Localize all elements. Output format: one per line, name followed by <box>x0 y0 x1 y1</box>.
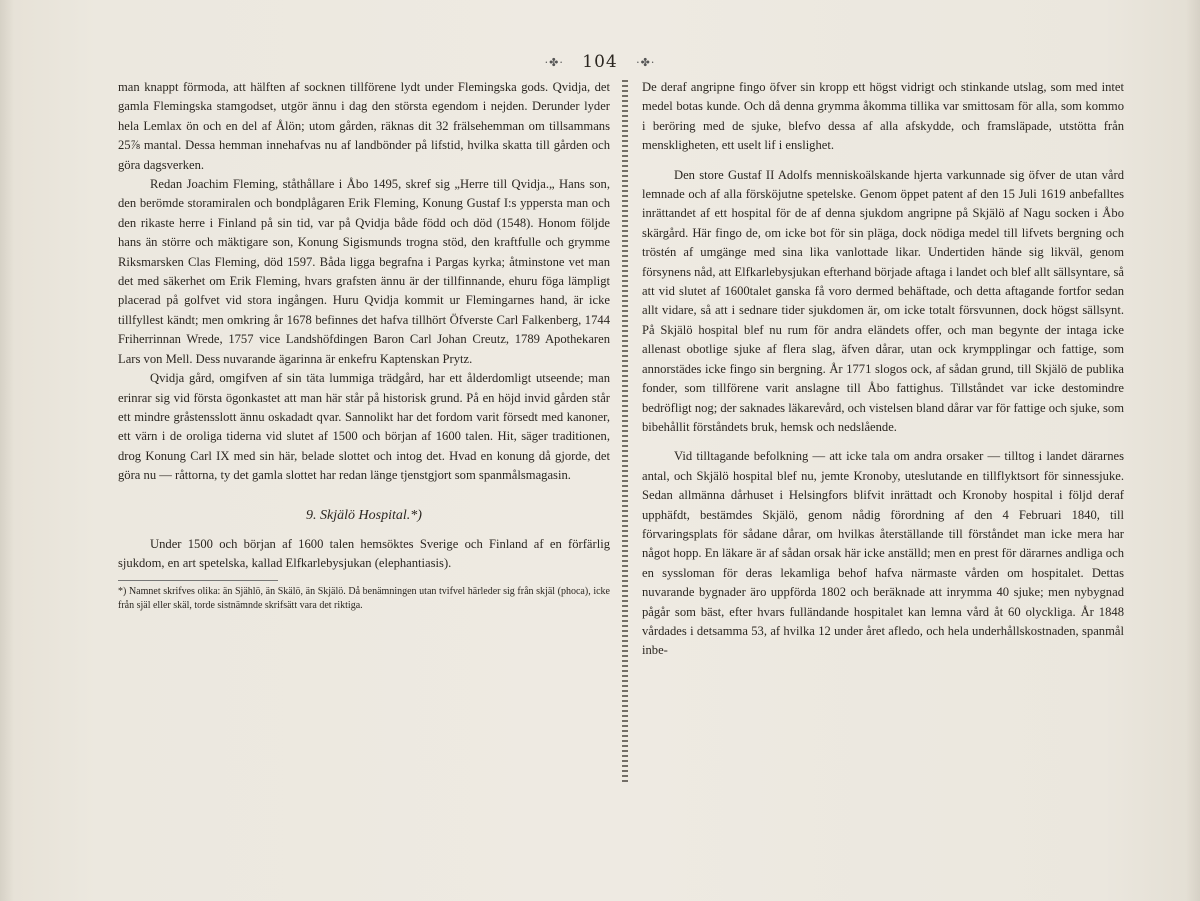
right-text-column <box>642 78 1124 661</box>
left-text-column <box>118 78 610 613</box>
page-left-edge-shadow <box>0 0 14 901</box>
page-header <box>0 52 1200 76</box>
left-paragraph-4: Under 1500 och början af 1600 talen hemsöktes Sverige och Finland af en förfärlig sjukdom, en art spetelska, kallad Elfkarlebysjukan (elephantiasis). <box>118 536 610 571</box>
left-paragraph-1: man knappt förmoda, att hälften af socknen tillförene lydt under Flemingska gods. Qvidja, det gamla Flemingska stamgodset, utgör ännu i dag den största egendom i nejden. Derunder lyder hela Lemlax ön och en del af Ålön; utom gården, räknas dit 32 frälsehemman om tillsammans 25⅞ mantal. Dessa hemman innehafvas nu af landbönder på lifstid, hvilka skatta till gården och göra dagsverken. <box>118 80 610 172</box>
right-paragraph-1: De deraf angripne fingo öfver sin kropp ett högst vidrigt och stinkande utslag, som med intet medel botas kunde. Och då denna grymma åkomma tillika var smittosam för alla, som kommo i beröring med de sjuke, blefvo dessa af alla afskydde, och framsläpade, utstötta från menskligheten, ett uselt lif i enslighet. <box>642 80 1124 153</box>
footnote-divider <box>118 580 278 581</box>
left-paragraph-2: Redan Joachim Fleming, ståthållare i Åbo 1495, skref sig „Herre till Qvidja.„ Hans son, den berömde storamiralen och bondplågaren Erik Fleming, Konung Gustaf I:s yppersta man och den rikaste herre i Finland på sin tid, var på Qvidja både född och död (1548). Honom följde hans än större och mäktigare son, Konung Sigismunds trogna stöd, den kraftfulle och grymme Riksmarsken Clas Fleming, död 1597. Båda ligga begrafna i Pargas kyrka; åtminstone vet man det med säkerhet om Erik Fleming, hvars grafsten ännu är der tillfinnande, ehuru föga lämpligt placerad på golfvet vid stora ingången. Huru Qvidja kommit ur Flemingarnes hand, är icke tillfyllest kändt; men omkring år 1678 befinnes det hafva tillhört Öfverste Carl Falkenberg, 1744 Friherrinnan Wrede, 1757 vice Landshöfdingen Baron Carl Johan Creutz, 1789 Apothekaren Lars von Mell. Dess nuvarande ägarinna är enkefru Kaptenskan Prytz. <box>118 177 610 366</box>
section-title: 9. Skjälö Hospital.*) <box>306 507 422 523</box>
page-number: 104 <box>582 52 618 72</box>
ornament-right-icon: ·✤· <box>636 56 656 69</box>
column-divider-rule <box>622 80 628 785</box>
left-paragraph-3: Qvidja gård, omgifven af sin täta lummiga trädgård, har ett ålderdomligt utseende; man erinrar sig vid första ögonkastet att man här står på historisk grund. På en höjd invid gården står ett mindre gråstensslott ännu oskadadt qvar. Sannolikt har det fordom varit försedt med kanoner, ett värn i de oroliga tiderna vid slutet af 1500 och början af 1600 talen. Hit, säger traditionen, drog Konung Carl IX med sin här, belade slottet och intog det. Hvad en konung då gjorde, det göra nu — råttorna, ty det gamla slottet har redan länge tjenstgjort som spanmålsmagasin. <box>118 371 610 483</box>
ornament-left-icon: ·✤· <box>544 56 564 69</box>
right-paragraph-2: Den store Gustaf II Adolfs menniskoälskande hjerta varkunnade sig öfver de utan vård lemnade och af alla försköjutne spetelske. Genom öppet patent af den 15 Juli 1619 anbefalltes inrättandet af ett hospital för de af denna sjukdom angripne på Skjälö af Nagu socken i Åbo skärgård. Här fingo de, om icke bot för sin pläga, dock nödiga medel till lifvets bergning och tröstén af umgänge med sina lika vanlottade likar. Undertiden hände sig likväl, genom försynens nåd, att Elfkarlebysjukan efterhand började aftaga i landet och blef allt sällsyntare, så att vid slutet af 1600talet ganska få voro dermed behäftade, och detta aftagande fortfor sedan allt vidare, så att i sednare tider sjukdomen är, om icke totalt försvunnen, dock högst sällsynt. På Skjälö hospital blef nu rum för andra eländets offer, och man begynte der intaga icke allenast obotlige sjuke af flera slag, äfven dårar, utan ock krympplingar och fattige, som annorstädes icke fingo sin bergning. År 1771 slogos ock, af sådan grund, till Skjälö de publika fonder, som tillförene varit anslagne till Åbo fattighus. Tillståndet var icke destomindre bedröfligt nog; der saknades läkarevård, och vistelsen bland dårar var för fattige och sjuke, som bibehållit förståndets bruk, hemsk och nedslående. <box>642 167 1124 434</box>
footnote: *) Namnet skrifves olika: än Sjählö, än Skälö, än Skjälö. Då benämningen utan tvifvel härleder sig från skjäl (phoca), icke från själ eller skäl, torde sistnämnde skrifsätt vara det riktiga. <box>118 585 610 611</box>
right-paragraph-3: Vid tilltagande befolkning — att icke tala om andra orsaker — tilltog i landet därarnes antal, och Skjälö hospital blef nu, jemte Kronoby, uteslutande en tillflyktsort för sinnessjuke. Sedan allmänna dårhuset i Helsingfors blifvit inrättadt och Kronoby hospital i följd deraf upphäfdt, bestämdes Skjälö, genom nådig förordning af den 4 Februari 1840, till förvaringsplats för sådane dårar, om hvilkas återställande till förståndet man icke mera har något hopp. En läkare är af sådan orsak här icke anställd; men en prest för därarnes andliga och en syssloman för deras lekamliga behof hafva närmaste vården om hospitalet. Dettas nuvarande bygnader äro uppförda 1802 och beräknade att inrymma 40 sjuke; men nybygnad pågår som bäst, efter hvars fulländande hospitalet kan lemna vård åt 60 olyckliga. År 1848 vårdades i detsamma 53, af hvilka 12 under året afledo, och hela underhållskostnaden, spanmål inbe- <box>642 449 1124 658</box>
page-right-edge-shadow <box>1186 0 1200 901</box>
